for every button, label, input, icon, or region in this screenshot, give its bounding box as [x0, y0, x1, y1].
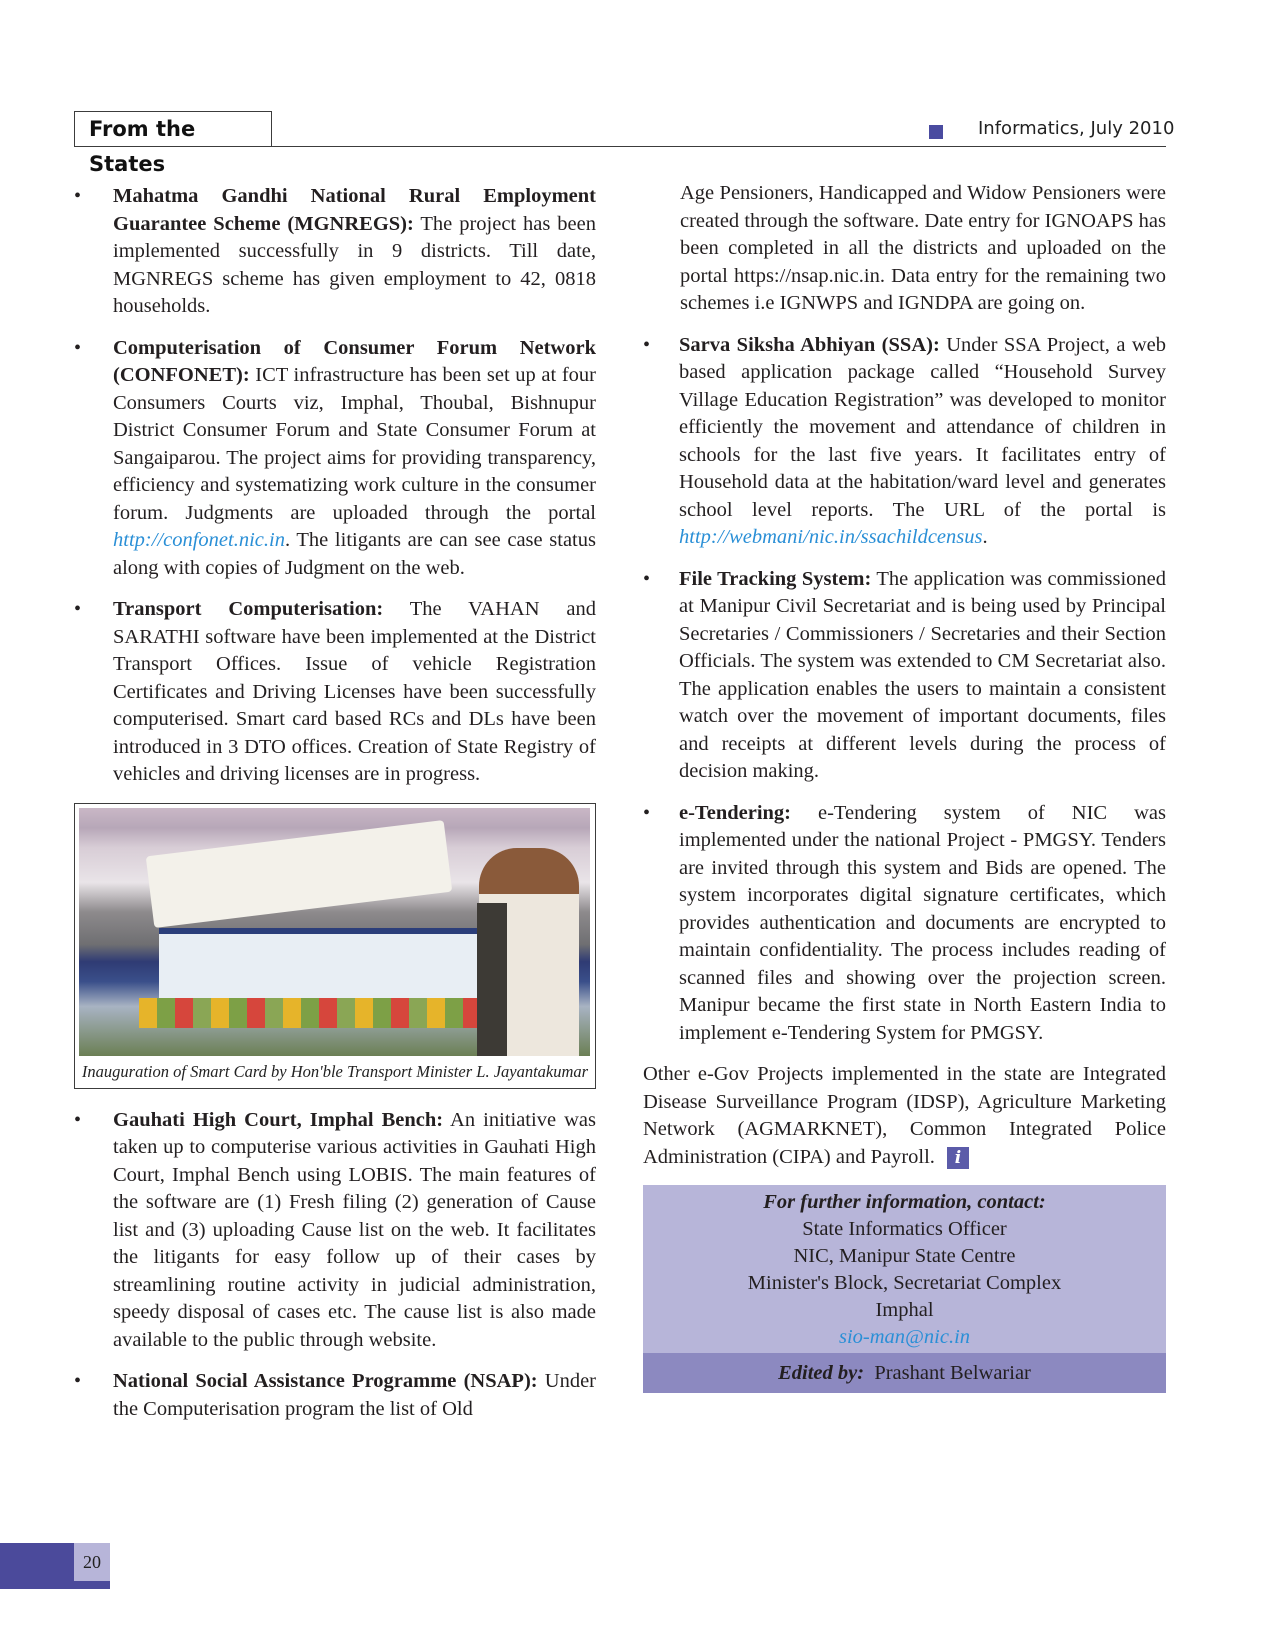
- bullet-title: File Tracking System:: [679, 567, 872, 590]
- bullet-dot-icon: •: [643, 801, 651, 824]
- bullet-title: Gauhati High Court, Imphal Bench:: [113, 1108, 444, 1131]
- bullet-text: ICT infrastructure has been set up at four Consumers Courts viz, Imphal, Thoubal, Bishnupur District Consumer Forum and State Consumer Forum at Sangaiparou. The project aims for providing transparency, efficiency and systematizing work culture in the consumer forum. Judgments are uploaded through the portal: [113, 364, 596, 524]
- footer-bar: [0, 1543, 74, 1589]
- confonet-link[interactable]: http://confonet.nic.in: [113, 529, 285, 551]
- header-square-icon: [929, 125, 943, 139]
- contact-email-link[interactable]: sio-man@nic.in: [838, 1326, 971, 1348]
- bullet-text: Under SSA Project, a web based application package called “Household Survey Village Education Registration” was developed to monitor efficiently the movement and attendance of children in schools for the last five years. It facilitates entry of Household data at the habitation/ward level and generates school level reports. The URL of the portal is: [679, 333, 1166, 521]
- editor-name: Prashant Belwariar: [874, 1362, 1031, 1384]
- bullet-dot-icon: •: [643, 567, 651, 590]
- footer-underline: [74, 1581, 110, 1589]
- issue-label: Informatics, July 2010: [978, 118, 1175, 139]
- contact-box: [643, 1185, 1166, 1393]
- bullet-dot-icon: •: [74, 1108, 82, 1131]
- bullet-dot-icon: •: [643, 333, 651, 356]
- bullet-high-court: [74, 1107, 596, 1355]
- bullet-etendering: [643, 800, 1166, 1048]
- bullet-confonet: [74, 335, 596, 583]
- section-title: From the States: [74, 111, 272, 146]
- bullet-text: The application was commissioned at Manipur Civil Secretariat and is being used by Principal Secretaries / Commissioners / Secretaries and their Section Officials. The system was extended to CM Secretariat also. The application enables the users to maintain a consistent watch over the movement of important documents, files and receipts at different levels during the process of decision making.: [679, 567, 1166, 782]
- photo-figure: [74, 803, 596, 1089]
- bullet-title: e-Tendering:: [679, 801, 791, 824]
- contact-line: Minister's Block, Secretariat Complex: [747, 1272, 1062, 1294]
- other-projects: [643, 1061, 1166, 1171]
- bullet-text-after: . The litigants are can see case status along with copies of Judgment on the web.: [113, 529, 596, 579]
- nsap-continued: Age Pensioners, Handicapped and Widow Pensioners were created through the software. Date entry for IGNOAPS has been completed in all the districts and uploaded on the portal https://nsap.nic.in. Data entry for the remaining two schemes i.e IGNWPS and IGNDPA are going on.: [680, 182, 1166, 314]
- photo-caption: Inauguration of Smart Card by Hon'ble Transport Minister L. Jayantakumar: [81, 1061, 589, 1081]
- bullet-text: An initiative was taken up to computerise various activities in Gauhati High Court, Imphal Bench using LOBIS. The main features of the software are (1) Fresh filing (2) generation of Cause list and (3) uploading Cause list on the web. It facilitates the litigants for easy follow up of their cases by streamlining routine activity in judicial administration, speedy disposal of cases etc. The cause list is also made available to the public through website.: [113, 1108, 596, 1351]
- contact-line: Imphal: [875, 1299, 934, 1321]
- bullet-dot-icon: •: [74, 598, 82, 620]
- photo-vest: [477, 903, 507, 1056]
- edited-by: [643, 1353, 1166, 1393]
- bullet-nsap: [74, 1368, 596, 1423]
- bullet-text: e-Tendering system of NIC was implemented under the national Project - PMGSY. Tenders are invited through this system and Bids are opened. The system incorporates digital signature certificates, which provides authentication and documents are encrypted to maintain confidentiality. The process includes reading of scanned files and showing over the projection screen. Manipur became the first state in North Eastern India to implement e-Tendering System for PMGSY.: [679, 801, 1166, 1044]
- right-column: [643, 180, 1166, 1393]
- bullet-title: Computerisation of Consumer Forum Network (CONFONET):: [113, 336, 596, 386]
- bullet-dot-icon: •: [74, 1370, 82, 1392]
- info-icon: i: [947, 1147, 969, 1169]
- bullet-dot-icon: •: [74, 336, 82, 359]
- left-column: [74, 183, 596, 1437]
- contact-heading: For further information, contact:: [763, 1191, 1046, 1213]
- photo-table: [159, 928, 489, 1004]
- bullet-text: The project has been implemented successfully in 9 districts. Till date, MGNREGS scheme has given employment to 42, 0818 households.: [113, 212, 596, 317]
- bullet-transport: [74, 596, 596, 789]
- header-rule: [74, 146, 1166, 147]
- inauguration-photo: [79, 808, 590, 1056]
- bullet-file-tracking: [643, 566, 1166, 786]
- bullet-title: Mahatma Gandhi National Rural Employment Guarantee Scheme (MGNREGS):: [113, 185, 596, 235]
- other-projects-text: Other e-Gov Projects implemented in the state are Integrated Disease Surveillance Program (IDSP), Agriculture Marketing Network (AGMARKNET), Common Integrated Police Administration (CIPA) and Payroll.: [643, 1063, 1166, 1168]
- bullet-title: National Social Assistance Programme (NSAP):: [113, 1370, 538, 1392]
- bullet-text-after: .: [982, 526, 988, 548]
- photo-banner: [146, 819, 453, 927]
- bullet-dot-icon: •: [74, 185, 82, 207]
- bullet-ssa: [643, 332, 1166, 552]
- bullet-title: Sarva Siksha Abhiyan (SSA):: [679, 333, 940, 356]
- bullet-mgnregs: [74, 183, 596, 321]
- ssa-link[interactable]: http://webmani/nic.in/ssachildcensus: [679, 526, 983, 548]
- edited-label: Edited by:: [778, 1362, 865, 1384]
- page-number: 20: [74, 1543, 110, 1581]
- contact-line: State Informatics Officer: [802, 1218, 1007, 1240]
- bullet-title: Transport Computerisation:: [113, 598, 384, 620]
- bullet-text: Under the Computerisation program the list of Old: [113, 1370, 596, 1420]
- contact-line: NIC, Manipur State Centre: [793, 1245, 1016, 1267]
- bullet-text: The VAHAN and SARATHI software have been implemented at the District Transport Offices. Issue of vehicle Registration Certificates and Driving Licenses have been successfully computerised. Smart card based RCs and DLs have been introduced in 3 DTO offices. Creation of State Registry of vehicles and driving licenses are in progress.: [113, 598, 597, 785]
